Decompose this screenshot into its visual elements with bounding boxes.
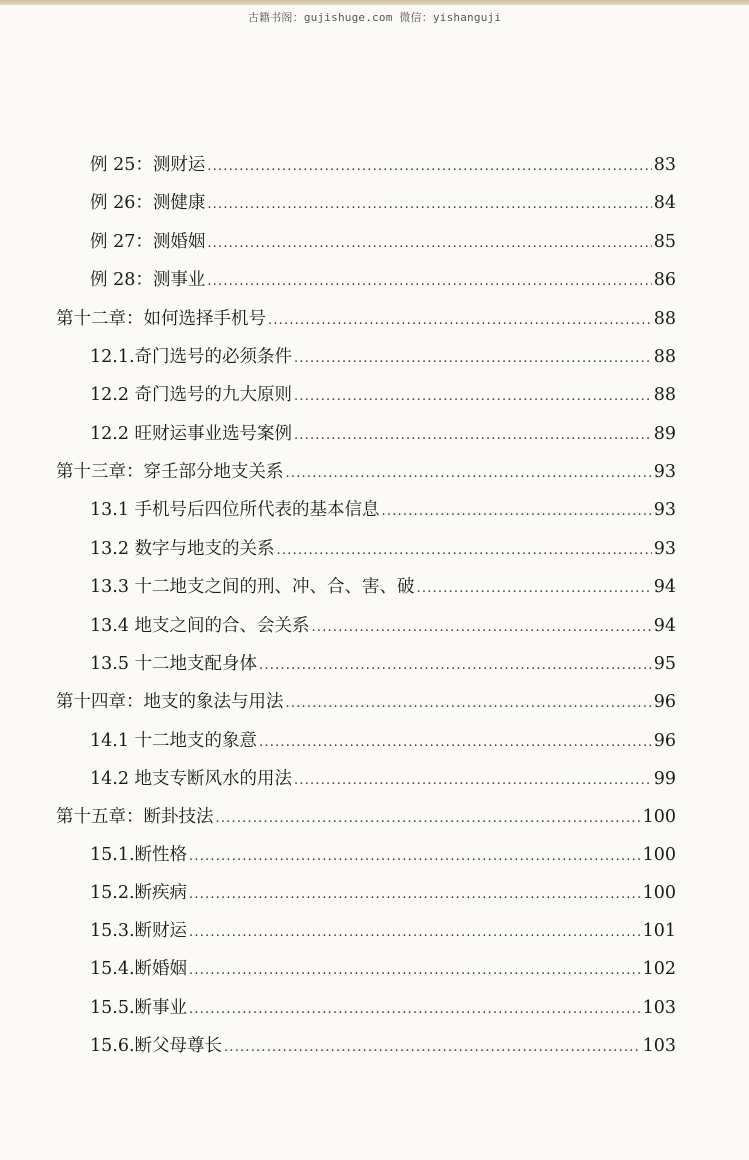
toc-chapter-entry[interactable] <box>56 459 676 485</box>
toc-entry-label: 例 27：测婚姻 <box>90 232 206 252</box>
toc-entry[interactable] <box>90 574 676 600</box>
toc-chapter-entry[interactable] <box>56 306 676 332</box>
toc-entry[interactable] <box>90 497 676 523</box>
leader-dots <box>286 461 652 487</box>
toc-entry-label: 14.1 十二地支的象意 <box>90 731 258 751</box>
toc-entry-page: 89 <box>653 424 676 444</box>
toc-entry-label: 15.1.断性格 <box>90 845 188 865</box>
toc-entry-page: 94 <box>653 616 676 636</box>
toc-entry-label: 13.5 十二地支配身体 <box>90 654 258 674</box>
toc-entry[interactable] <box>90 880 676 906</box>
leader-dots <box>189 958 641 984</box>
leader-dots <box>294 384 652 410</box>
toc-chapter-entry[interactable] <box>56 804 676 830</box>
leader-dots <box>294 768 652 794</box>
toc-entry-label: 15.6.断父母尊长 <box>90 1036 223 1056</box>
leader-dots <box>207 192 651 218</box>
toc-entry[interactable] <box>90 382 676 408</box>
toc-entry-label: 第十三章：穿壬部分地支关系 <box>56 462 284 482</box>
toc-entry-page: 103 <box>642 1036 676 1056</box>
toc-entry[interactable] <box>90 651 676 677</box>
toc-entry-page: 93 <box>653 462 676 482</box>
leader-dots <box>294 346 652 372</box>
toc-entry-page: 100 <box>642 883 676 903</box>
toc-entry-label: 例 28：测事业 <box>90 270 206 290</box>
leader-dots <box>189 882 641 908</box>
toc-entry-page: 94 <box>653 577 676 597</box>
toc-entry-label: 14.2 地支专断风水的用法 <box>90 769 293 789</box>
toc-entry-page: 88 <box>653 309 676 329</box>
toc-entry-label: 13.1 手机号后四位所代表的基本信息 <box>90 500 380 520</box>
leader-dots <box>277 538 652 564</box>
leader-dots <box>224 1035 641 1061</box>
leader-dots <box>294 423 652 449</box>
toc-entry-page: 95 <box>653 654 676 674</box>
toc-entry-page: 88 <box>653 347 676 367</box>
toc-entry[interactable] <box>90 344 676 370</box>
toc-entry[interactable] <box>90 1033 676 1059</box>
toc-entry-page: 88 <box>653 385 676 405</box>
leader-dots <box>207 269 651 295</box>
toc-entry-label: 12.1.奇门选号的必须条件 <box>90 347 293 367</box>
toc-entry-label: 13.2 数字与地支的关系 <box>90 539 275 559</box>
toc-entry-page: 93 <box>653 539 676 559</box>
toc-entry-label: 例 26：测健康 <box>90 193 206 213</box>
toc-entry[interactable] <box>90 190 676 216</box>
toc-entry[interactable] <box>90 536 676 562</box>
toc-entry-label: 例 25：测财运 <box>90 155 206 175</box>
toc-entry[interactable] <box>90 421 676 447</box>
toc-entry[interactable] <box>90 267 676 293</box>
toc-entry-page: 84 <box>653 193 676 213</box>
toc-entry-label: 15.3.断财运 <box>90 921 188 941</box>
toc-entry-page: 96 <box>653 692 676 712</box>
toc-entry-label: 第十四章：地支的象法与用法 <box>56 692 284 712</box>
toc-entry-page: 100 <box>642 845 676 865</box>
leader-dots <box>189 844 641 870</box>
toc-entry-page: 102 <box>642 959 676 979</box>
toc-entry-label: 12.2 奇门选号的九大原则 <box>90 385 293 405</box>
toc-entry-label: 第十二章：如何选择手机号 <box>56 309 266 329</box>
toc-entry-label: 13.4 地支之间的合、会关系 <box>90 616 310 636</box>
watermark-text: 古籍书阁：gujishuge.com 微信：yishanguji <box>247 11 502 24</box>
leader-dots <box>382 499 652 525</box>
toc-entry[interactable] <box>90 995 676 1021</box>
leader-dots <box>189 920 641 946</box>
toc-entry-label: 12.2 旺财运事业选号案例 <box>90 424 293 444</box>
toc-entry[interactable] <box>90 918 676 944</box>
toc-entry-page: 100 <box>642 807 676 827</box>
leader-dots <box>259 653 652 679</box>
leader-dots <box>216 806 641 832</box>
toc-entry-page: 101 <box>642 921 676 941</box>
leader-dots <box>259 730 652 756</box>
toc-entry-page: 86 <box>653 270 676 290</box>
leader-dots <box>207 154 651 180</box>
toc-entry-page: 103 <box>642 998 676 1018</box>
toc-entry-page: 99 <box>653 769 676 789</box>
leader-dots <box>189 997 641 1023</box>
toc-entry[interactable] <box>90 152 676 178</box>
toc-chapter-entry[interactable] <box>56 689 676 715</box>
toc-entry[interactable] <box>90 842 676 868</box>
leader-dots <box>312 615 652 641</box>
toc-entry-label: 13.3 十二地支之间的刑、冲、合、害、破 <box>90 577 415 597</box>
toc-entry-label: 15.5.断事业 <box>90 998 188 1018</box>
toc-entry[interactable] <box>90 229 676 255</box>
toc-entry-label: 15.2.断疾病 <box>90 883 188 903</box>
toc-entry-page: 83 <box>653 155 676 175</box>
toc-entry-label: 15.4.断婚姻 <box>90 959 188 979</box>
toc-entry[interactable] <box>90 728 676 754</box>
toc-entry-page: 85 <box>653 232 676 252</box>
toc-entry[interactable] <box>90 613 676 639</box>
toc-entry[interactable] <box>90 956 676 982</box>
toc-entry[interactable] <box>90 766 676 792</box>
leader-dots <box>207 231 651 257</box>
leader-dots <box>417 576 652 602</box>
toc-entry-label: 第十五章：断卦技法 <box>56 807 214 827</box>
leader-dots <box>286 691 652 717</box>
toc-entry-page: 93 <box>653 500 676 520</box>
toc-entry-page: 96 <box>653 731 676 751</box>
leader-dots <box>268 308 652 334</box>
